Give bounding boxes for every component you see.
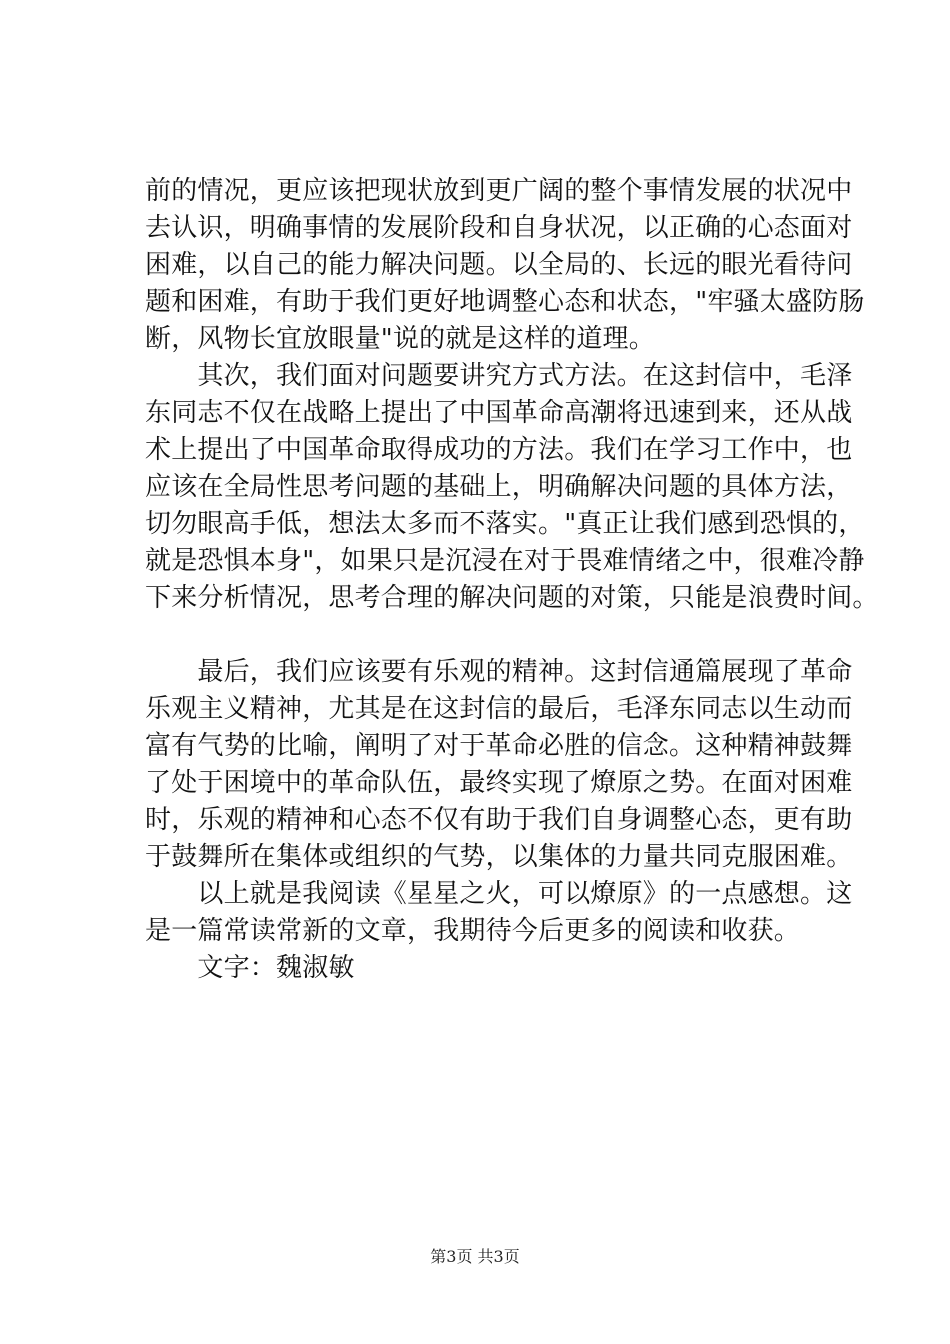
author-line: 文字：魏淑敏 xyxy=(145,953,355,983)
text-line: 富有气势的比喻，阐明了对于革命必胜的信念。这种精神鼓舞 xyxy=(145,731,853,761)
text-line: 去认识，明确事情的发展阶段和自身状况，以正确的心态面对 xyxy=(145,213,853,243)
text-line: 题和困难，有助于我们更好地调整心态和状态，"牢骚太盛防肠 xyxy=(145,287,865,317)
paragraph-4 xyxy=(145,876,855,950)
text-line: 了处于困境中的革命队伍，最终实现了燎原之势。在面对困难 xyxy=(145,768,853,798)
text-line: 断，风物长宜放眼量"说的就是这样的道理。 xyxy=(145,324,655,354)
text-line: 时，乐观的精神和心态不仅有助于我们自身调整心态，更有助 xyxy=(145,805,853,835)
text-line: 前的情况，更应该把现状放到更广阔的整个事情发展的状况中 xyxy=(145,176,853,206)
text-line: 最后，我们应该要有乐观的精神。这封信通篇展现了革命 xyxy=(145,657,853,687)
text-line: 其次，我们面对问题要讲究方式方法。在这封信中，毛泽 xyxy=(145,361,853,391)
text-line: 困难，以自己的能力解决问题。以全局的、长远的眼光看待问 xyxy=(145,250,853,280)
text-line: 东同志不仅在战略上提出了中国革命高潮将迅速到来，还从战 xyxy=(145,398,853,428)
page-number-footer: 第3页 共3页 xyxy=(430,1247,520,1266)
text-line: 下来分析情况，思考合理的解决问题的对策，只能是浪费时间。 xyxy=(145,583,879,613)
text-line: 切勿眼高手低，想法太多而不落实。"真正让我们感到恐惧的， xyxy=(145,509,865,539)
text-line: 于鼓舞所在集体或组织的气势，以集体的力量共同克服困难。 xyxy=(145,842,853,872)
paragraph-1 xyxy=(145,173,865,358)
text-line: 是一篇常读常新的文章，我期待今后更多的阅读和收获。 xyxy=(145,916,801,946)
text-line: 乐观主义精神，尤其是在这封信的最后，毛泽东同志以生动而 xyxy=(145,694,853,724)
text-line: 就是恐惧本身"，如果只是沉浸在对于畏难情绪之中，很难冷静 xyxy=(145,546,865,576)
paragraph-2 xyxy=(145,358,879,617)
text-line: 术上提出了中国革命取得成功的方法。我们在学习工作中，也 xyxy=(145,435,853,465)
document-body xyxy=(145,173,879,987)
text-line: 以上就是我阅读《星星之火，可以燎原》的一点感想。这 xyxy=(145,879,853,909)
paragraph-3 xyxy=(145,654,855,876)
paragraph-spacer xyxy=(145,617,855,654)
text-line: 应该在全局性思考问题的基础上，明确解决问题的具体方法， xyxy=(145,472,853,502)
